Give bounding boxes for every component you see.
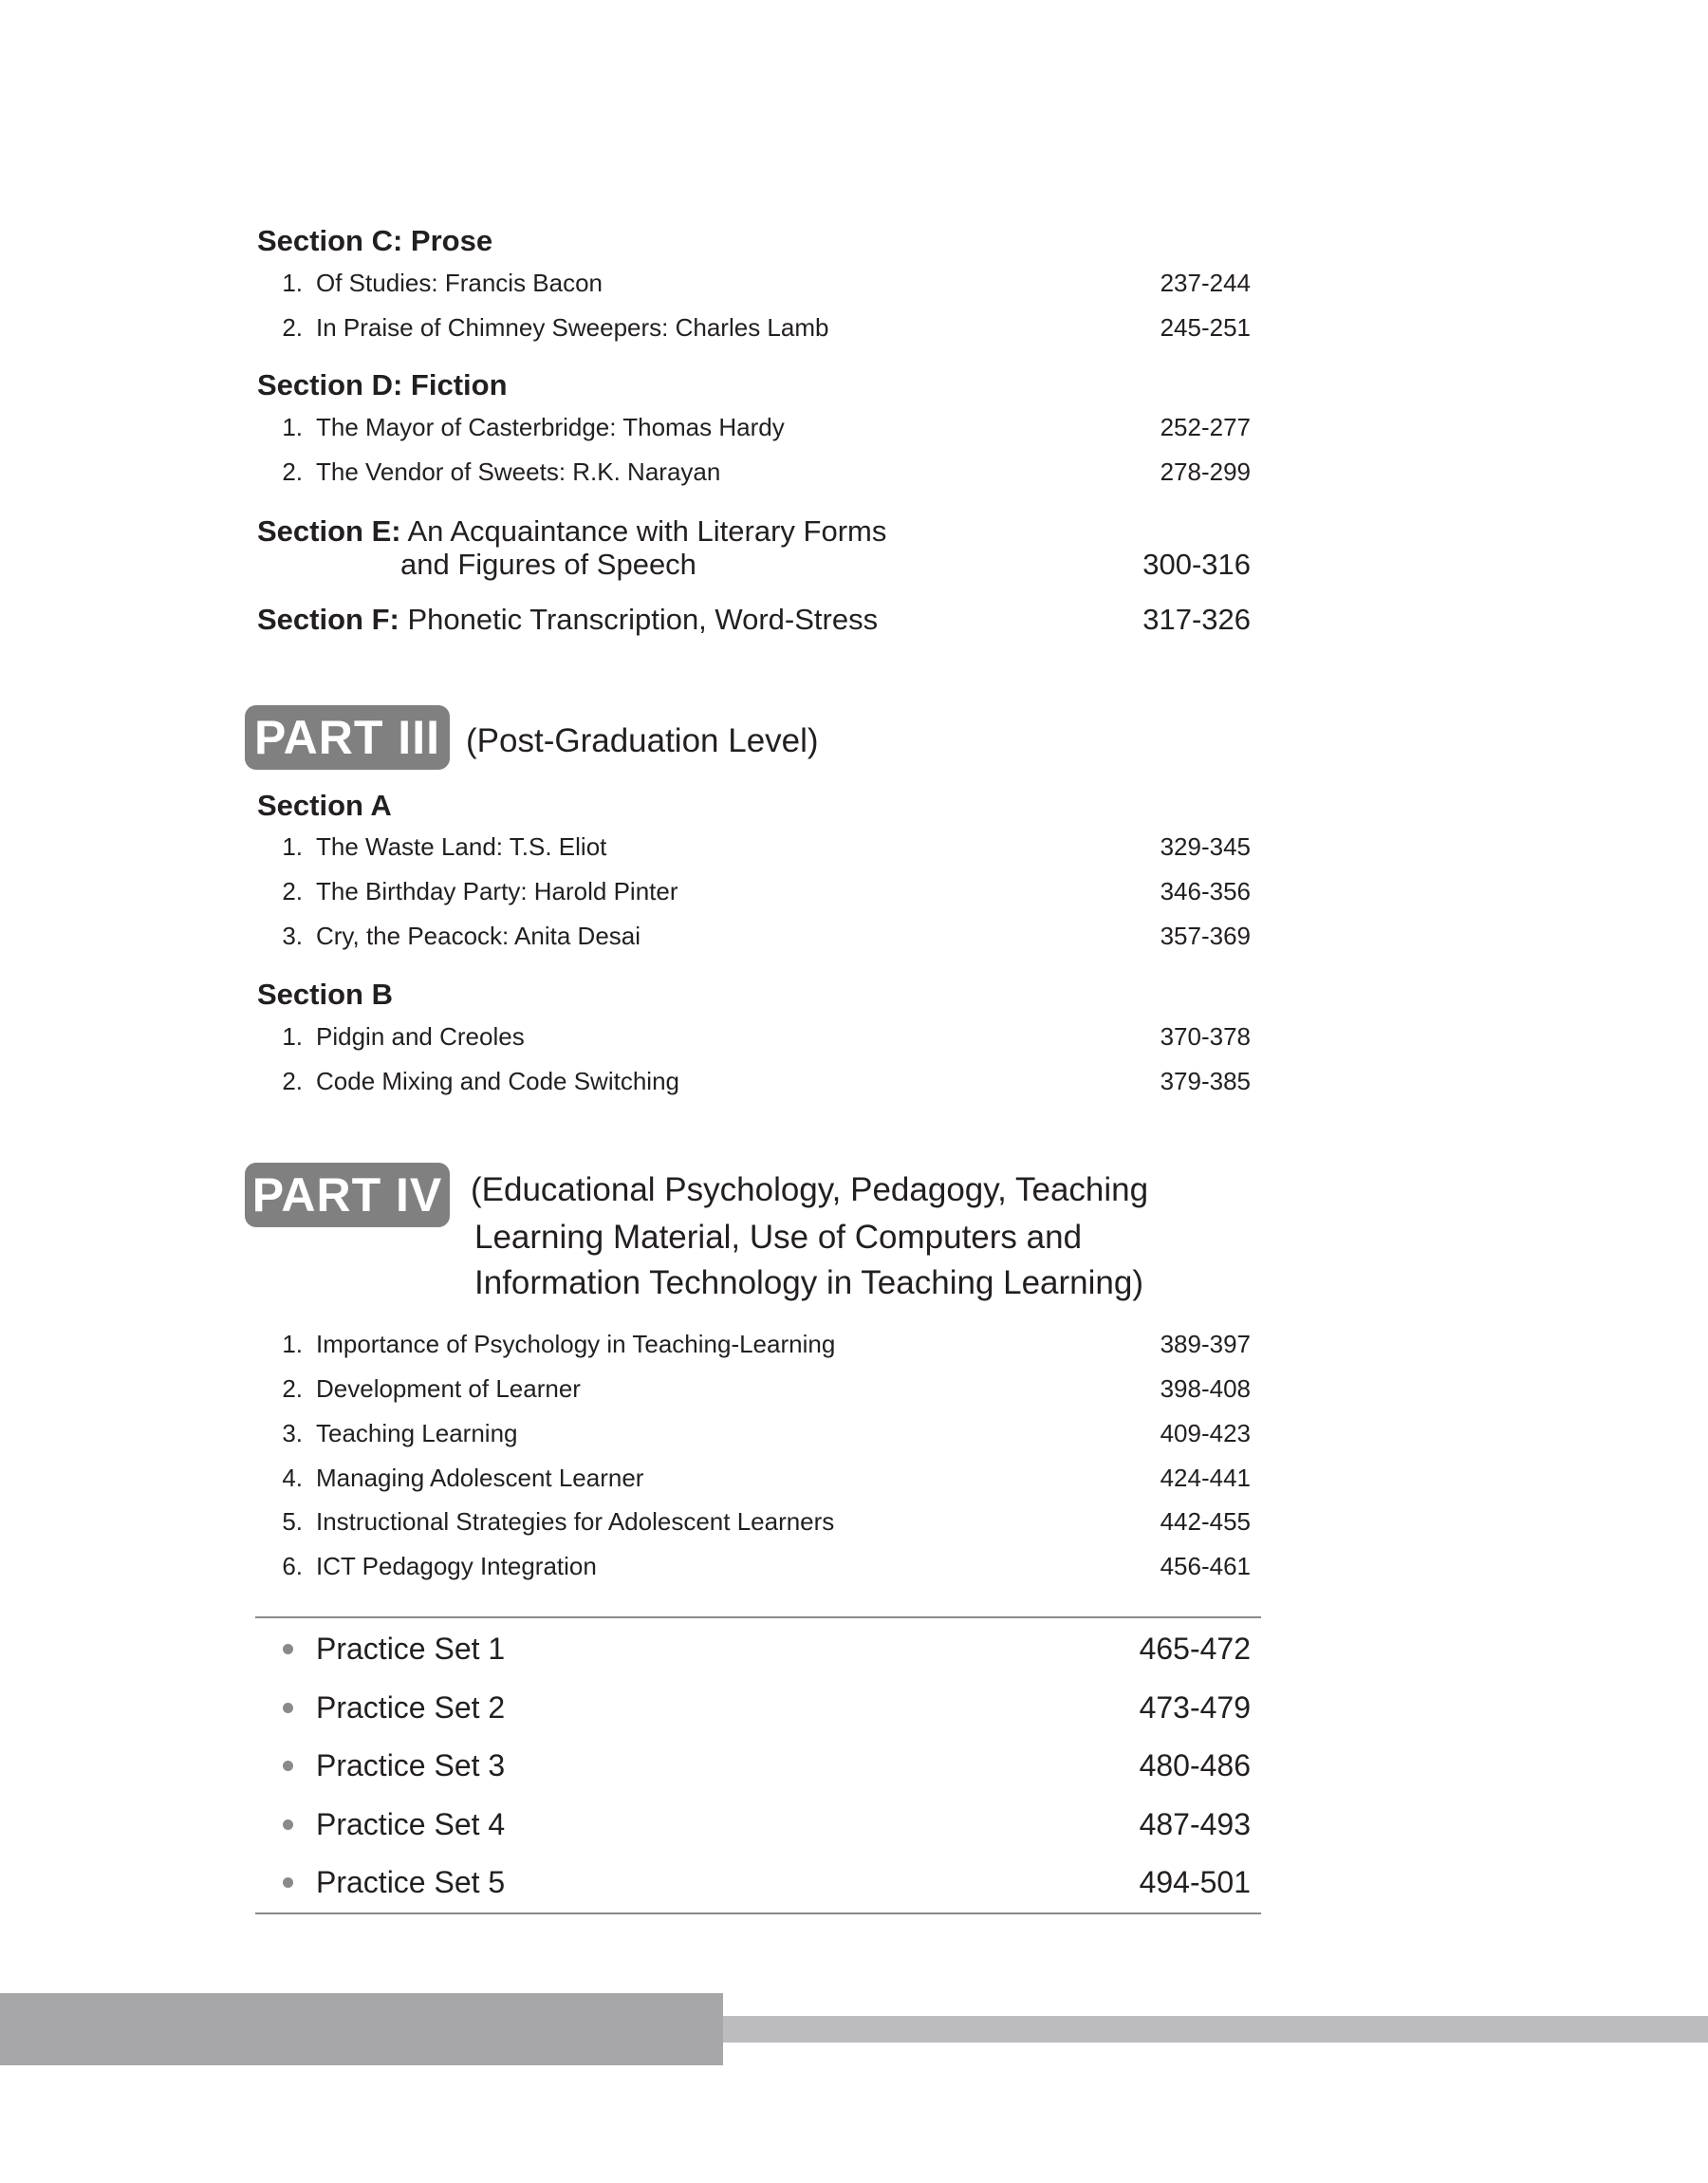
entry-number: 1.: [282, 1022, 303, 1051]
entry-number: 4.: [282, 1464, 303, 1492]
entry-number: 2.: [282, 1374, 303, 1403]
toc-entry[interactable]: [257, 308, 1251, 346]
practice-set-title: Practice Set 5: [316, 1865, 506, 1899]
entry-number: 2.: [282, 457, 303, 486]
entry-pages: 424-441: [1160, 1464, 1251, 1492]
bullet-icon: [283, 1819, 293, 1830]
entry-pages: 398-408: [1160, 1374, 1251, 1403]
part-iii-section-a-heading: Section A: [257, 789, 392, 822]
part-iv-badge: PART IV: [245, 1163, 450, 1227]
entry-pages: 389-397: [1160, 1330, 1251, 1358]
entry-title: The Waste Land: T.S. Eliot: [316, 832, 607, 861]
practice-top-rule: [255, 1616, 1261, 1618]
toc-entry[interactable]: [257, 1414, 1251, 1452]
practice-set-title: Practice Set 3: [316, 1748, 506, 1782]
entry-number: 5.: [282, 1507, 303, 1536]
section-e-heading[interactable]: [257, 514, 886, 549]
part-iv-subtitle-line1: (Educational Psychology, Pedagogy, Teaching: [471, 1171, 1149, 1208]
entry-title: Instructional Strategies for Adolescent Learners: [316, 1507, 835, 1536]
entry-number: 2.: [282, 313, 303, 342]
entry-pages: 409-423: [1160, 1419, 1251, 1447]
entry-number: 1.: [282, 413, 303, 441]
practice-bottom-rule: [255, 1912, 1261, 1914]
entry-title: The Birthday Party: Harold Pinter: [316, 877, 678, 905]
toc-entry[interactable]: [257, 264, 1251, 302]
toc-entry[interactable]: [257, 872, 1251, 910]
entry-pages: 237-244: [1160, 269, 1251, 297]
bullet-icon: [283, 1761, 293, 1771]
section-f-pages: 317-326: [1142, 603, 1251, 636]
entry-number: 1.: [282, 269, 303, 297]
entry-title: Managing Adolescent Learner: [316, 1464, 644, 1492]
entry-title: Of Studies: Francis Bacon: [316, 269, 603, 297]
practice-set-entry[interactable]: [257, 1742, 1251, 1789]
toc-entry[interactable]: [257, 408, 1251, 446]
toc-entry[interactable]: [257, 828, 1251, 866]
section-e-pages: 300-316: [1142, 548, 1251, 581]
entry-number: 1.: [282, 1330, 303, 1358]
section-e-title-line1: An Acquaintance with Literary Forms: [407, 514, 887, 548]
section-e-continuation: [257, 546, 1251, 584]
entry-title: Code Mixing and Code Switching: [316, 1067, 679, 1095]
practice-set-entry[interactable]: [257, 1684, 1251, 1731]
bullet-icon: [283, 1703, 293, 1713]
entry-number: 2.: [282, 1067, 303, 1095]
toc-entry[interactable]: [257, 453, 1251, 491]
practice-set-pages: 480-486: [1139, 1748, 1251, 1782]
entry-pages: 357-369: [1160, 922, 1251, 950]
entry-title: Cry, the Peacock: Anita Desai: [316, 922, 641, 950]
entry-pages: 456-461: [1160, 1552, 1251, 1580]
practice-set-pages: 487-493: [1139, 1807, 1251, 1841]
entry-pages: 379-385: [1160, 1067, 1251, 1095]
entry-number: 3.: [282, 1419, 303, 1447]
part-iv-subtitle-line3: Information Technology in Teaching Learning): [474, 1264, 1144, 1301]
toc-entry[interactable]: [257, 1325, 1251, 1363]
entry-pages: 252-277: [1160, 413, 1251, 441]
practice-set-title: Practice Set 2: [316, 1690, 506, 1725]
entry-title: Development of Learner: [316, 1374, 581, 1403]
entry-title: The Mayor of Casterbridge: Thomas Hardy: [316, 413, 785, 441]
practice-set-entry[interactable]: [257, 1625, 1251, 1672]
toc-entry[interactable]: [257, 1017, 1251, 1055]
entry-pages: 245-251: [1160, 313, 1251, 342]
entry-title: Importance of Psychology in Teaching-Learning: [316, 1330, 836, 1358]
entry-number: 6.: [282, 1552, 303, 1580]
section-d-heading: Section D: Fiction: [257, 368, 508, 401]
footer-bar-dark: [0, 1993, 723, 2065]
entry-pages: 370-378: [1160, 1022, 1251, 1051]
part-iv-subtitle-line2: Learning Material, Use of Computers and: [474, 1219, 1083, 1256]
toc-entry[interactable]: [257, 1459, 1251, 1497]
toc-entry[interactable]: [257, 917, 1251, 955]
section-f-label: Section F:: [257, 603, 399, 636]
entry-number: 2.: [282, 877, 303, 905]
part-iii-section-b-heading: Section B: [257, 978, 393, 1011]
practice-set-entry[interactable]: [257, 1858, 1251, 1906]
section-e-label: Section E:: [257, 514, 401, 548]
section-f-title: Phonetic Transcription, Word-Stress: [407, 603, 879, 636]
entry-number: 3.: [282, 922, 303, 950]
toc-entry[interactable]: [257, 1547, 1251, 1585]
entry-title: The Vendor of Sweets: R.K. Narayan: [316, 457, 721, 486]
entry-title: ICT Pedagogy Integration: [316, 1552, 597, 1580]
entry-number: 1.: [282, 832, 303, 861]
entry-title: Teaching Learning: [316, 1419, 518, 1447]
practice-set-pages: 473-479: [1139, 1690, 1251, 1725]
practice-set-pages: 494-501: [1139, 1865, 1251, 1899]
section-c-heading: Section C: Prose: [257, 224, 493, 257]
practice-set-title: Practice Set 4: [316, 1807, 506, 1841]
footer-bar-light: [723, 2016, 1708, 2043]
entry-title: Pidgin and Creoles: [316, 1022, 525, 1051]
section-f-entry[interactable]: [257, 601, 1251, 639]
toc-entry[interactable]: [257, 1502, 1251, 1540]
practice-set-title: Practice Set 1: [316, 1632, 506, 1666]
entry-pages: 442-455: [1160, 1507, 1251, 1536]
practice-set-pages: 465-472: [1139, 1632, 1251, 1666]
practice-set-entry[interactable]: [257, 1801, 1251, 1848]
entry-pages: 329-345: [1160, 832, 1251, 861]
section-e-title-line2: and Figures of Speech: [400, 548, 696, 581]
bullet-icon: [283, 1877, 293, 1888]
entry-pages: 278-299: [1160, 457, 1251, 486]
section-f-heading: [257, 601, 878, 639]
toc-entry[interactable]: [257, 1062, 1251, 1100]
bullet-icon: [283, 1644, 293, 1654]
entry-title: In Praise of Chimney Sweepers: Charles Lamb: [316, 313, 829, 342]
toc-entry[interactable]: [257, 1370, 1251, 1408]
part-iii-badge: PART III: [245, 705, 450, 770]
entry-pages: 346-356: [1160, 877, 1251, 905]
part-iii-subtitle: (Post-Graduation Level): [466, 722, 819, 759]
